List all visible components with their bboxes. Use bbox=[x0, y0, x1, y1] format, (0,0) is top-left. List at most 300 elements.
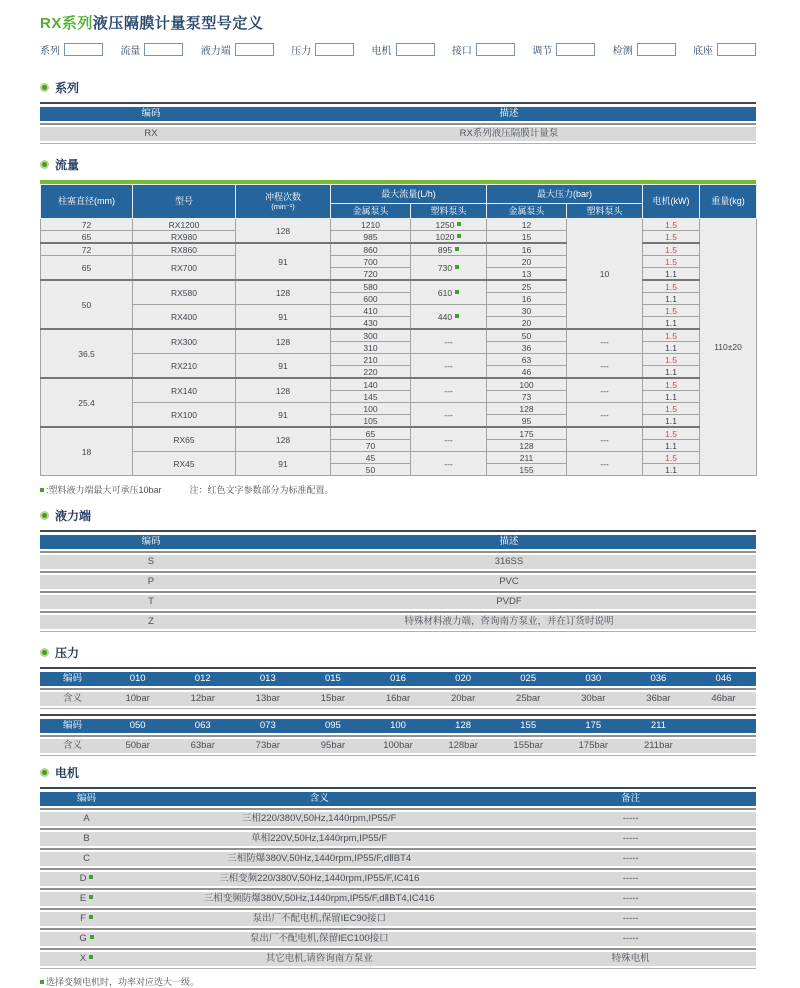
cell-text: 013 bbox=[259, 673, 276, 684]
table-bottom-border bbox=[40, 755, 756, 756]
cell-text: ----- bbox=[622, 833, 639, 844]
row-cell bbox=[133, 892, 505, 906]
cell-text: 三相变频220/380V,50Hz,1440rpm,IP55/F,IC416 bbox=[219, 873, 420, 884]
model-field-label: 流量 bbox=[120, 46, 141, 57]
flow-cell: 46 bbox=[487, 366, 567, 379]
flow-cell: RX45 bbox=[133, 452, 236, 476]
cell-text: 030 bbox=[585, 673, 602, 684]
model-field-label: 系列 bbox=[40, 46, 60, 57]
cell-text: 100bar bbox=[383, 740, 413, 751]
row-cell bbox=[505, 952, 756, 966]
row-cell bbox=[40, 852, 133, 866]
flow-cell: 1.5 bbox=[643, 427, 700, 440]
flow-cell: 895 bbox=[411, 243, 487, 256]
flow-cell: 50 bbox=[487, 329, 567, 342]
model-definition-row bbox=[40, 42, 756, 57]
flow-cell: 1.5 bbox=[643, 280, 700, 293]
row-cell bbox=[170, 739, 235, 753]
flow-cell: RX860 bbox=[133, 243, 236, 256]
table-bottom-border bbox=[40, 708, 756, 709]
cell-text: PVC bbox=[499, 576, 519, 587]
table-row bbox=[40, 739, 756, 753]
model-field-item bbox=[120, 42, 183, 57]
flow-cell: 36 bbox=[487, 342, 567, 354]
flow-cell: 1.1 bbox=[643, 268, 700, 281]
model-code-box bbox=[637, 43, 676, 56]
flow-cell: --- bbox=[567, 354, 643, 379]
row-cell bbox=[40, 739, 105, 753]
green-square-marker bbox=[89, 895, 93, 899]
green-square-marker bbox=[455, 290, 459, 294]
cell-text: 含义 bbox=[309, 793, 329, 804]
row-cell bbox=[262, 615, 756, 629]
model-field-item bbox=[291, 42, 354, 57]
flow-cell: 730 bbox=[411, 256, 487, 281]
cell-text: Z bbox=[148, 616, 154, 627]
cell-text: 三相防爆380V,50Hz,1440rpm,IP55/F,dⅡBT4 bbox=[227, 853, 412, 864]
flow-cell: 16 bbox=[487, 243, 567, 256]
cell-text: 010 bbox=[129, 673, 146, 684]
flow-cell: RX1200 bbox=[133, 219, 236, 231]
green-square-icon bbox=[40, 488, 44, 492]
flow-cell: 700 bbox=[331, 256, 411, 268]
flow-table-row bbox=[41, 403, 757, 415]
row-cell bbox=[133, 812, 505, 826]
row-cell bbox=[235, 692, 300, 706]
table-row bbox=[40, 555, 756, 569]
flow-table-row bbox=[41, 231, 757, 244]
flow-cell: 128 bbox=[487, 440, 567, 452]
model-field-item bbox=[613, 42, 676, 57]
liquid-end-table bbox=[40, 530, 756, 632]
page-title-rest: 液压隔膜计量泵型号定义 bbox=[92, 15, 264, 32]
header-cell bbox=[170, 719, 235, 733]
green-square-marker bbox=[89, 875, 93, 879]
cell-text: 特殊材料液力端，咨询南方泵业，并在订货时说明 bbox=[404, 616, 614, 627]
flow-cell: 1.5 bbox=[643, 329, 700, 342]
header-cell bbox=[235, 719, 300, 733]
row-separator bbox=[40, 591, 756, 593]
flow-cell: 91 bbox=[236, 403, 331, 428]
flow-cell: 210 bbox=[331, 354, 411, 366]
section-header-series bbox=[40, 79, 756, 96]
green-square-marker bbox=[89, 915, 93, 919]
cell-text: 编码 bbox=[141, 536, 161, 547]
flow-cell: 1.5 bbox=[643, 403, 700, 415]
header-model: 型号 bbox=[133, 185, 236, 219]
cell-text: 编码 bbox=[63, 673, 83, 684]
table-row bbox=[40, 952, 756, 966]
green-square-marker bbox=[90, 935, 94, 939]
flow-cell: 128 bbox=[487, 403, 567, 415]
model-field-item bbox=[40, 42, 103, 57]
cell-text: 50bar bbox=[125, 740, 150, 751]
model-field-label: 液力端 bbox=[200, 46, 231, 57]
cell-text: 12bar bbox=[190, 693, 215, 704]
header-cell bbox=[691, 672, 756, 686]
cell-text: 050 bbox=[129, 720, 146, 731]
flow-cell: 70 bbox=[331, 440, 411, 452]
flow-cell: 300 bbox=[331, 329, 411, 342]
cell-text: 016 bbox=[390, 673, 406, 684]
header-cell bbox=[262, 107, 756, 121]
table-row bbox=[40, 575, 756, 589]
table-row bbox=[40, 595, 756, 609]
model-code-box bbox=[396, 43, 435, 56]
model-field-label: 检测 bbox=[612, 46, 633, 57]
flow-cell: 12 bbox=[487, 219, 567, 231]
header-cell bbox=[300, 672, 365, 686]
header-flow-group: 最大流量(L/h) bbox=[331, 185, 487, 204]
header-cell bbox=[561, 719, 626, 733]
header-cell bbox=[626, 719, 691, 733]
row-cell bbox=[505, 932, 756, 946]
cell-text: 泵出厂不配电机,保留IEC100接口 bbox=[249, 933, 389, 944]
section-bullet-icon bbox=[40, 83, 49, 92]
flow-cell: 1.1 bbox=[643, 464, 700, 476]
cell-text: G bbox=[79, 933, 87, 944]
flow-table-wrapper bbox=[40, 180, 756, 476]
row-cell bbox=[262, 575, 756, 589]
flow-cell: RX400 bbox=[133, 305, 236, 330]
green-square-marker bbox=[455, 314, 459, 318]
header-cell bbox=[105, 719, 170, 733]
flow-cell: 128 bbox=[236, 329, 331, 354]
cell-text: A bbox=[83, 813, 90, 824]
cell-text: 25bar bbox=[516, 693, 541, 704]
flow-cell: 410 bbox=[331, 305, 411, 317]
row-separator bbox=[40, 123, 756, 125]
header-cell bbox=[170, 672, 235, 686]
flow-table-row bbox=[41, 243, 757, 256]
cell-text: 编码 bbox=[63, 720, 83, 731]
table-header-row bbox=[40, 535, 756, 549]
row-cell bbox=[40, 692, 105, 706]
cell-text: 025 bbox=[520, 673, 537, 684]
cell-text: 三相变频防爆380V,50Hz,1440rpm,IP55/F,dⅡBT4,IC416 bbox=[203, 893, 435, 904]
flow-cell: 10 bbox=[567, 219, 643, 330]
flow-cell: 100 bbox=[331, 403, 411, 415]
header-metal-head: 金属泵头 bbox=[487, 204, 567, 219]
row-cell bbox=[262, 555, 756, 569]
cell-text: 046 bbox=[715, 673, 732, 684]
cell-text: 128 bbox=[455, 720, 472, 731]
pressure-table-1 bbox=[40, 667, 756, 709]
flow-cell: 65 bbox=[41, 231, 133, 244]
header-cell bbox=[40, 107, 262, 121]
header-cell bbox=[431, 672, 496, 686]
flow-cell: --- bbox=[567, 378, 643, 403]
table-header-row bbox=[40, 107, 756, 121]
row-cell bbox=[365, 739, 430, 753]
cell-text: 128bar bbox=[448, 740, 478, 751]
motor-table bbox=[40, 787, 756, 969]
table-row bbox=[40, 832, 756, 846]
flow-cell: 1.1 bbox=[643, 293, 700, 305]
cell-text: 16bar bbox=[385, 693, 411, 704]
row-cell bbox=[431, 692, 496, 706]
flow-cell: 1.5 bbox=[643, 354, 700, 366]
flow-cell: 175 bbox=[487, 427, 567, 440]
model-field-item bbox=[201, 42, 274, 57]
table-row bbox=[40, 852, 756, 866]
header-cell bbox=[365, 719, 430, 733]
flow-cell: 50 bbox=[41, 280, 133, 329]
row-cell bbox=[262, 595, 756, 609]
flow-cell: 18 bbox=[41, 427, 133, 476]
cell-text: 30bar bbox=[581, 693, 606, 704]
green-square-marker bbox=[457, 222, 461, 226]
flow-table-row bbox=[41, 280, 757, 293]
flow-cell: 1.1 bbox=[643, 440, 700, 452]
flow-cell: 91 bbox=[236, 354, 331, 379]
table-header-row bbox=[40, 672, 756, 686]
flow-cell: 1.1 bbox=[643, 342, 700, 354]
flow-cell: 128 bbox=[236, 427, 331, 452]
cell-text: 175 bbox=[585, 720, 602, 731]
flow-cell: 13 bbox=[487, 268, 567, 281]
row-separator bbox=[40, 928, 756, 930]
flow-cell: 1.1 bbox=[643, 415, 700, 428]
cell-text: 316SS bbox=[494, 556, 524, 567]
cell-text: ----- bbox=[622, 853, 639, 864]
cell-text: 015 bbox=[324, 673, 341, 684]
model-field-item bbox=[532, 42, 595, 57]
flow-cell: 610 bbox=[411, 280, 487, 305]
flow-cell: 30 bbox=[487, 305, 567, 317]
section-bullet-icon bbox=[40, 511, 49, 520]
flow-cell: 65 bbox=[331, 427, 411, 440]
flow-cell: 1.5 bbox=[643, 305, 700, 317]
flow-cell: 45 bbox=[331, 452, 411, 464]
flow-cell: 110±20 bbox=[700, 219, 757, 476]
flow-cell: 1.1 bbox=[643, 317, 700, 330]
cell-text: 95bar bbox=[320, 740, 346, 751]
page-title bbox=[40, 12, 756, 33]
row-cell bbox=[40, 872, 133, 886]
row-cell bbox=[505, 812, 756, 826]
table-top-border bbox=[40, 714, 756, 716]
header-stroke bbox=[236, 185, 331, 219]
header-cell bbox=[40, 535, 262, 549]
header-cell bbox=[105, 672, 170, 686]
section-title: 压力 bbox=[55, 646, 80, 660]
flow-cell: --- bbox=[567, 329, 643, 354]
header-plastic-head: 塑料泵头 bbox=[411, 204, 487, 219]
row-cell bbox=[40, 575, 262, 589]
row-cell bbox=[505, 892, 756, 906]
flow-cell: 1250 bbox=[411, 219, 487, 231]
cell-text: 211bar bbox=[643, 740, 673, 751]
model-field-label: 电机 bbox=[371, 46, 392, 57]
row-cell bbox=[40, 595, 262, 609]
flow-cell: 720 bbox=[331, 268, 411, 281]
flow-footnote bbox=[40, 483, 756, 496]
flow-cell: 65 bbox=[41, 256, 133, 281]
header-plastic-head: 塑料泵头 bbox=[567, 204, 643, 219]
flow-cell: --- bbox=[567, 403, 643, 428]
row-cell bbox=[561, 739, 626, 753]
table-top-border bbox=[40, 530, 756, 532]
flow-cell: 128 bbox=[236, 280, 331, 305]
row-cell bbox=[40, 812, 133, 826]
cell-text: T bbox=[148, 596, 154, 607]
green-square-marker bbox=[455, 265, 459, 269]
flow-table-row bbox=[41, 256, 757, 268]
row-separator bbox=[40, 908, 756, 910]
flow-cell: --- bbox=[411, 452, 487, 476]
flow-cell: 128 bbox=[236, 219, 331, 244]
model-code-box bbox=[144, 43, 183, 56]
cell-text: 175bar bbox=[578, 740, 609, 751]
header-cell bbox=[235, 672, 300, 686]
row-separator bbox=[40, 735, 756, 737]
flow-cell: RX580 bbox=[133, 280, 236, 305]
cell-text: X bbox=[79, 953, 87, 964]
model-code-box bbox=[315, 43, 354, 56]
table-top-border bbox=[40, 102, 756, 104]
cell-text: ----- bbox=[622, 813, 639, 824]
flow-cell: --- bbox=[411, 403, 487, 428]
cell-text: 特殊电机 bbox=[611, 953, 650, 964]
cell-text: 36bar bbox=[646, 693, 671, 704]
table-row bbox=[40, 692, 756, 706]
row-cell bbox=[40, 912, 133, 926]
row-cell bbox=[365, 692, 430, 706]
row-cell bbox=[105, 739, 170, 753]
cell-text: RX系列液压隔膜计量泵 bbox=[459, 128, 559, 139]
header-cell bbox=[626, 672, 691, 686]
table-row bbox=[40, 932, 756, 946]
row-cell bbox=[133, 932, 505, 946]
model-field-label: 压力 bbox=[291, 46, 312, 57]
header-cell bbox=[561, 672, 626, 686]
table-top-border bbox=[40, 667, 756, 669]
flow-cell: 105 bbox=[331, 415, 411, 428]
row-cell bbox=[40, 127, 262, 141]
flow-table-row bbox=[41, 219, 757, 231]
table-bottom-border bbox=[40, 968, 756, 969]
row-cell bbox=[105, 692, 170, 706]
table-row bbox=[40, 872, 756, 886]
flow-cell: 985 bbox=[331, 231, 411, 244]
flow-cell: 1.1 bbox=[643, 391, 700, 403]
row-cell bbox=[431, 739, 496, 753]
model-field-label: 调节 bbox=[532, 46, 553, 57]
cell-text: 含义 bbox=[63, 693, 83, 704]
model-code-box bbox=[556, 43, 595, 56]
cell-text: 三相220/380V,50Hz,1440rpm,IP55/F bbox=[242, 813, 397, 824]
row-cell bbox=[300, 739, 365, 753]
row-cell bbox=[133, 832, 505, 846]
flow-cell: 1.5 bbox=[643, 452, 700, 464]
flow-table-row bbox=[41, 354, 757, 366]
row-cell bbox=[40, 615, 262, 629]
cell-text: ----- bbox=[622, 933, 639, 944]
flow-cell: 1.5 bbox=[643, 243, 700, 256]
model-field-label: 接口 bbox=[451, 46, 472, 57]
row-cell bbox=[133, 872, 505, 886]
cell-text: 10bar bbox=[125, 693, 150, 704]
table-row bbox=[40, 615, 756, 629]
model-field-item bbox=[693, 42, 756, 57]
table-bottom-border bbox=[40, 143, 756, 144]
flow-cell: RX210 bbox=[133, 354, 236, 379]
row-separator bbox=[40, 828, 756, 830]
table-row bbox=[40, 812, 756, 826]
pressure-table-2 bbox=[40, 714, 756, 756]
header-cell bbox=[262, 535, 756, 549]
row-cell bbox=[626, 692, 691, 706]
cell-text: 211 bbox=[650, 720, 666, 731]
row-separator bbox=[40, 948, 756, 950]
cell-text: 单相220V,50Hz,1440rpm,IP55/F bbox=[251, 833, 388, 844]
row-cell bbox=[496, 692, 561, 706]
header-metal-head: 金属泵头 bbox=[331, 204, 411, 219]
row-cell bbox=[133, 912, 505, 926]
row-separator bbox=[40, 808, 756, 810]
header-cell bbox=[365, 672, 430, 686]
flow-table-head bbox=[41, 185, 757, 219]
section-header-pressure bbox=[40, 644, 756, 661]
section-title: 系列 bbox=[55, 81, 80, 95]
cell-text: 描述 bbox=[499, 108, 519, 119]
flow-table-row bbox=[41, 378, 757, 391]
green-square-marker bbox=[89, 955, 93, 959]
flow-cell: --- bbox=[411, 378, 487, 403]
green-square-marker bbox=[457, 234, 461, 238]
flow-cell: 50 bbox=[331, 464, 411, 476]
flow-cell: --- bbox=[567, 452, 643, 476]
flow-cell: RX300 bbox=[133, 329, 236, 354]
flow-table-row bbox=[41, 452, 757, 464]
flow-cell: 580 bbox=[331, 280, 411, 293]
section-bullet-icon bbox=[40, 160, 49, 169]
flow-cell: 63 bbox=[487, 354, 567, 366]
flow-cell: 100 bbox=[487, 378, 567, 391]
cell-text: 012 bbox=[194, 673, 211, 684]
cell-text: 含义 bbox=[63, 740, 83, 751]
flow-cell: RX980 bbox=[133, 231, 236, 244]
row-cell bbox=[505, 852, 756, 866]
table-header-row bbox=[40, 719, 756, 733]
flow-cell: 220 bbox=[331, 366, 411, 379]
cell-text: 其它电机,请咨询南方泵业 bbox=[265, 953, 373, 964]
flow-cell: 1.5 bbox=[643, 219, 700, 231]
flow-cell: RX700 bbox=[133, 256, 236, 281]
table-bottom-border bbox=[40, 631, 756, 632]
header-cell bbox=[40, 792, 133, 806]
model-code-box bbox=[717, 43, 756, 56]
header-cell bbox=[40, 672, 105, 686]
flow-cell: --- bbox=[411, 427, 487, 452]
header-weight: 重量(kg) bbox=[700, 185, 757, 219]
row-separator bbox=[40, 888, 756, 890]
model-code-box bbox=[476, 43, 515, 56]
flow-footnote-note: 注：红色文字参数部分为标准配置。 bbox=[189, 485, 334, 495]
cell-text: ----- bbox=[622, 913, 639, 924]
row-cell bbox=[300, 692, 365, 706]
row-cell bbox=[235, 739, 300, 753]
header-diameter: 柱塞直径(mm) bbox=[41, 185, 133, 219]
row-separator bbox=[40, 611, 756, 613]
flow-cell: 91 bbox=[236, 305, 331, 330]
cell-text: S bbox=[147, 556, 155, 567]
header-cell bbox=[300, 719, 365, 733]
flow-cell: 430 bbox=[331, 317, 411, 330]
table-header-row bbox=[40, 792, 756, 806]
section-header-flow bbox=[40, 156, 756, 173]
